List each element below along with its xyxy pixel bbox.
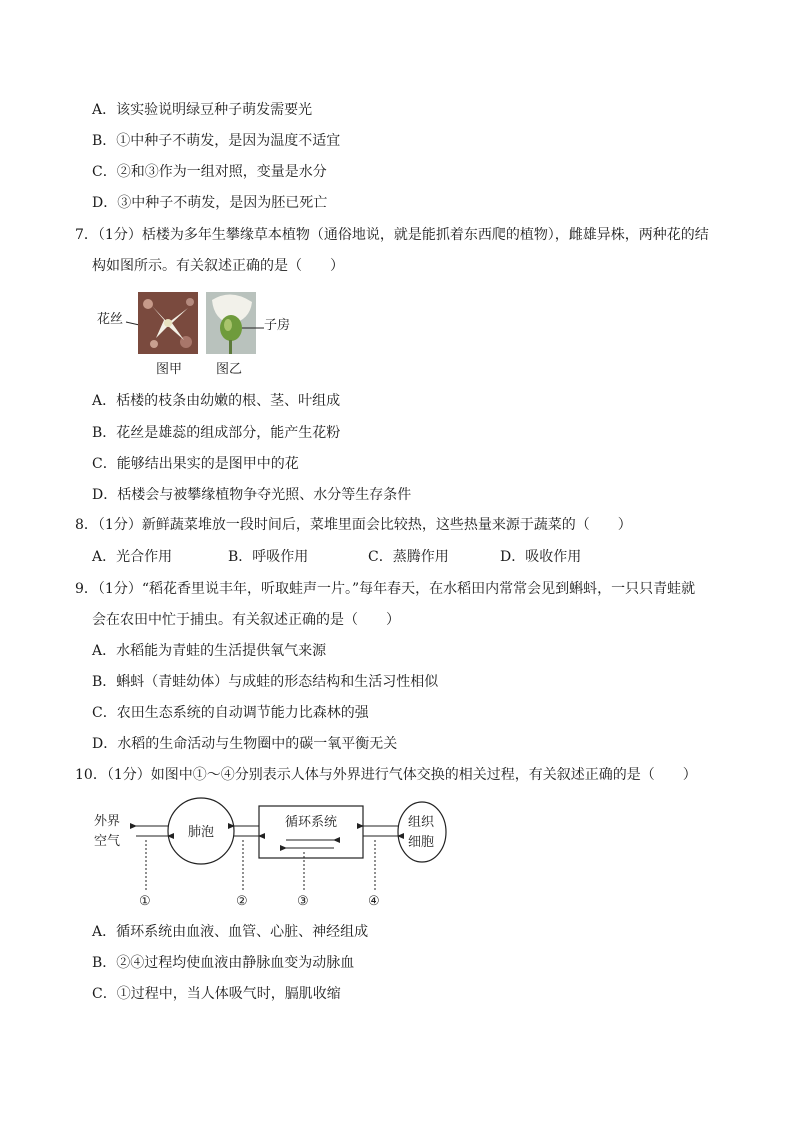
figure-label-filament: 花丝: [97, 312, 124, 327]
q6-option-c: C．②和③作为一组对照，变量是水分: [92, 164, 327, 180]
q7-option-c: C．能够结出果实的是图甲中的花: [92, 456, 299, 472]
tissue-cell-label-2: 细胞: [408, 835, 435, 850]
process-number-1: ①: [139, 894, 151, 909]
q6-option-b: B．①中种子不萌发，是因为温度不适宜: [92, 133, 341, 149]
process-number-2: ②: [236, 894, 248, 909]
q6-option-d: D．③中种子不萌发，是因为胚已死亡: [92, 195, 328, 211]
female-flower-photo: [206, 292, 256, 354]
q9-option-b: B．蝌蚪（青蛙幼体）与成蛙的形态结构和生活习性相似: [92, 674, 439, 690]
q10-option-a: A．循环系统由血液、血管、心脏、神经组成: [92, 924, 369, 940]
tissue-cell-label-1: 组织: [408, 815, 435, 830]
male-flower-photo: [138, 292, 198, 354]
process-number-4: ④: [368, 894, 380, 909]
tissue-cell-circle: [398, 802, 446, 862]
outside-air-label-1: 外界: [94, 814, 121, 829]
q9-option-a: A．水稻能为青蛙的生活提供氧气来源: [92, 643, 327, 659]
q8-options-row: [92, 548, 581, 566]
alveoli-label: 肺泡: [188, 825, 215, 840]
circulation-box: [259, 806, 363, 858]
q8-option-a: A．光合作用: [92, 549, 173, 565]
q6-option-a: A．该实验说明绿豆种子萌发需要光: [92, 102, 313, 118]
q9-stem-line2: 会在农田中忙于捕虫。有关叙述正确的是（ ）: [92, 612, 400, 628]
figure-label-ovary: 子房: [264, 318, 291, 333]
circulation-label: 循环系统: [285, 815, 338, 830]
q7-option-b: B．花丝是雄蕊的组成部分，能产生花粉: [92, 425, 341, 441]
q9-option-c: C．农田生态系统的自动调节能力比森林的强: [92, 705, 369, 721]
q9-stem-line1: 9．（1分）“稻花香里说丰年，听取蛙声一片。”每年春天，在水稻田内常常会见到蝌蚪，一只只青蛙就: [75, 581, 696, 597]
q8-option-d: D．吸收作用: [500, 549, 582, 565]
q10-option-b: B．②④过程均使血液由静脉血变为动脉血: [92, 955, 355, 971]
q7-figure: [92, 288, 302, 380]
q10-stem: 10．（1分）如图中①～④分别表示人体与外界进行气体交换的相关过程，有关叙述正确的是（ ）: [75, 767, 697, 783]
gas-exchange-diagram: [88, 792, 468, 912]
figure-caption-b: 图乙: [216, 362, 243, 377]
q10-option-c: C．①过程中，当人体吸气时，膈肌收缩: [92, 986, 341, 1002]
q7-stem-line2: 构如图所示。有关叙述正确的是（ ）: [92, 258, 344, 274]
q8-option-b: B．呼吸作用: [228, 549, 309, 565]
process-number-3: ③: [297, 894, 309, 909]
q7-stem-line1: 7．（1分）栝楼为多年生攀缘草本植物（通俗地说，就是能抓着东西爬的植物），雌雄异株，两种花的结: [75, 227, 709, 243]
q7-option-d: D．栝楼会与被攀缘植物争夺光照、水分等生存条件: [92, 487, 412, 503]
figure-caption-a: 图甲: [156, 362, 183, 377]
q8-option-c: C．蒸腾作用: [368, 549, 449, 565]
q9-option-d: D．水稻的生命活动与生物圈中的碳一氧平衡无关: [92, 736, 398, 752]
outside-air-label-2: 空气: [94, 834, 121, 849]
q7-option-a: A．栝楼的枝条由幼嫩的根、茎、叶组成: [92, 393, 341, 409]
q8-stem: 8．（1分）新鲜蔬菜堆放一段时间后，菜堆里面会比较热，这些热量来源于蔬菜的（ ）: [75, 517, 632, 533]
